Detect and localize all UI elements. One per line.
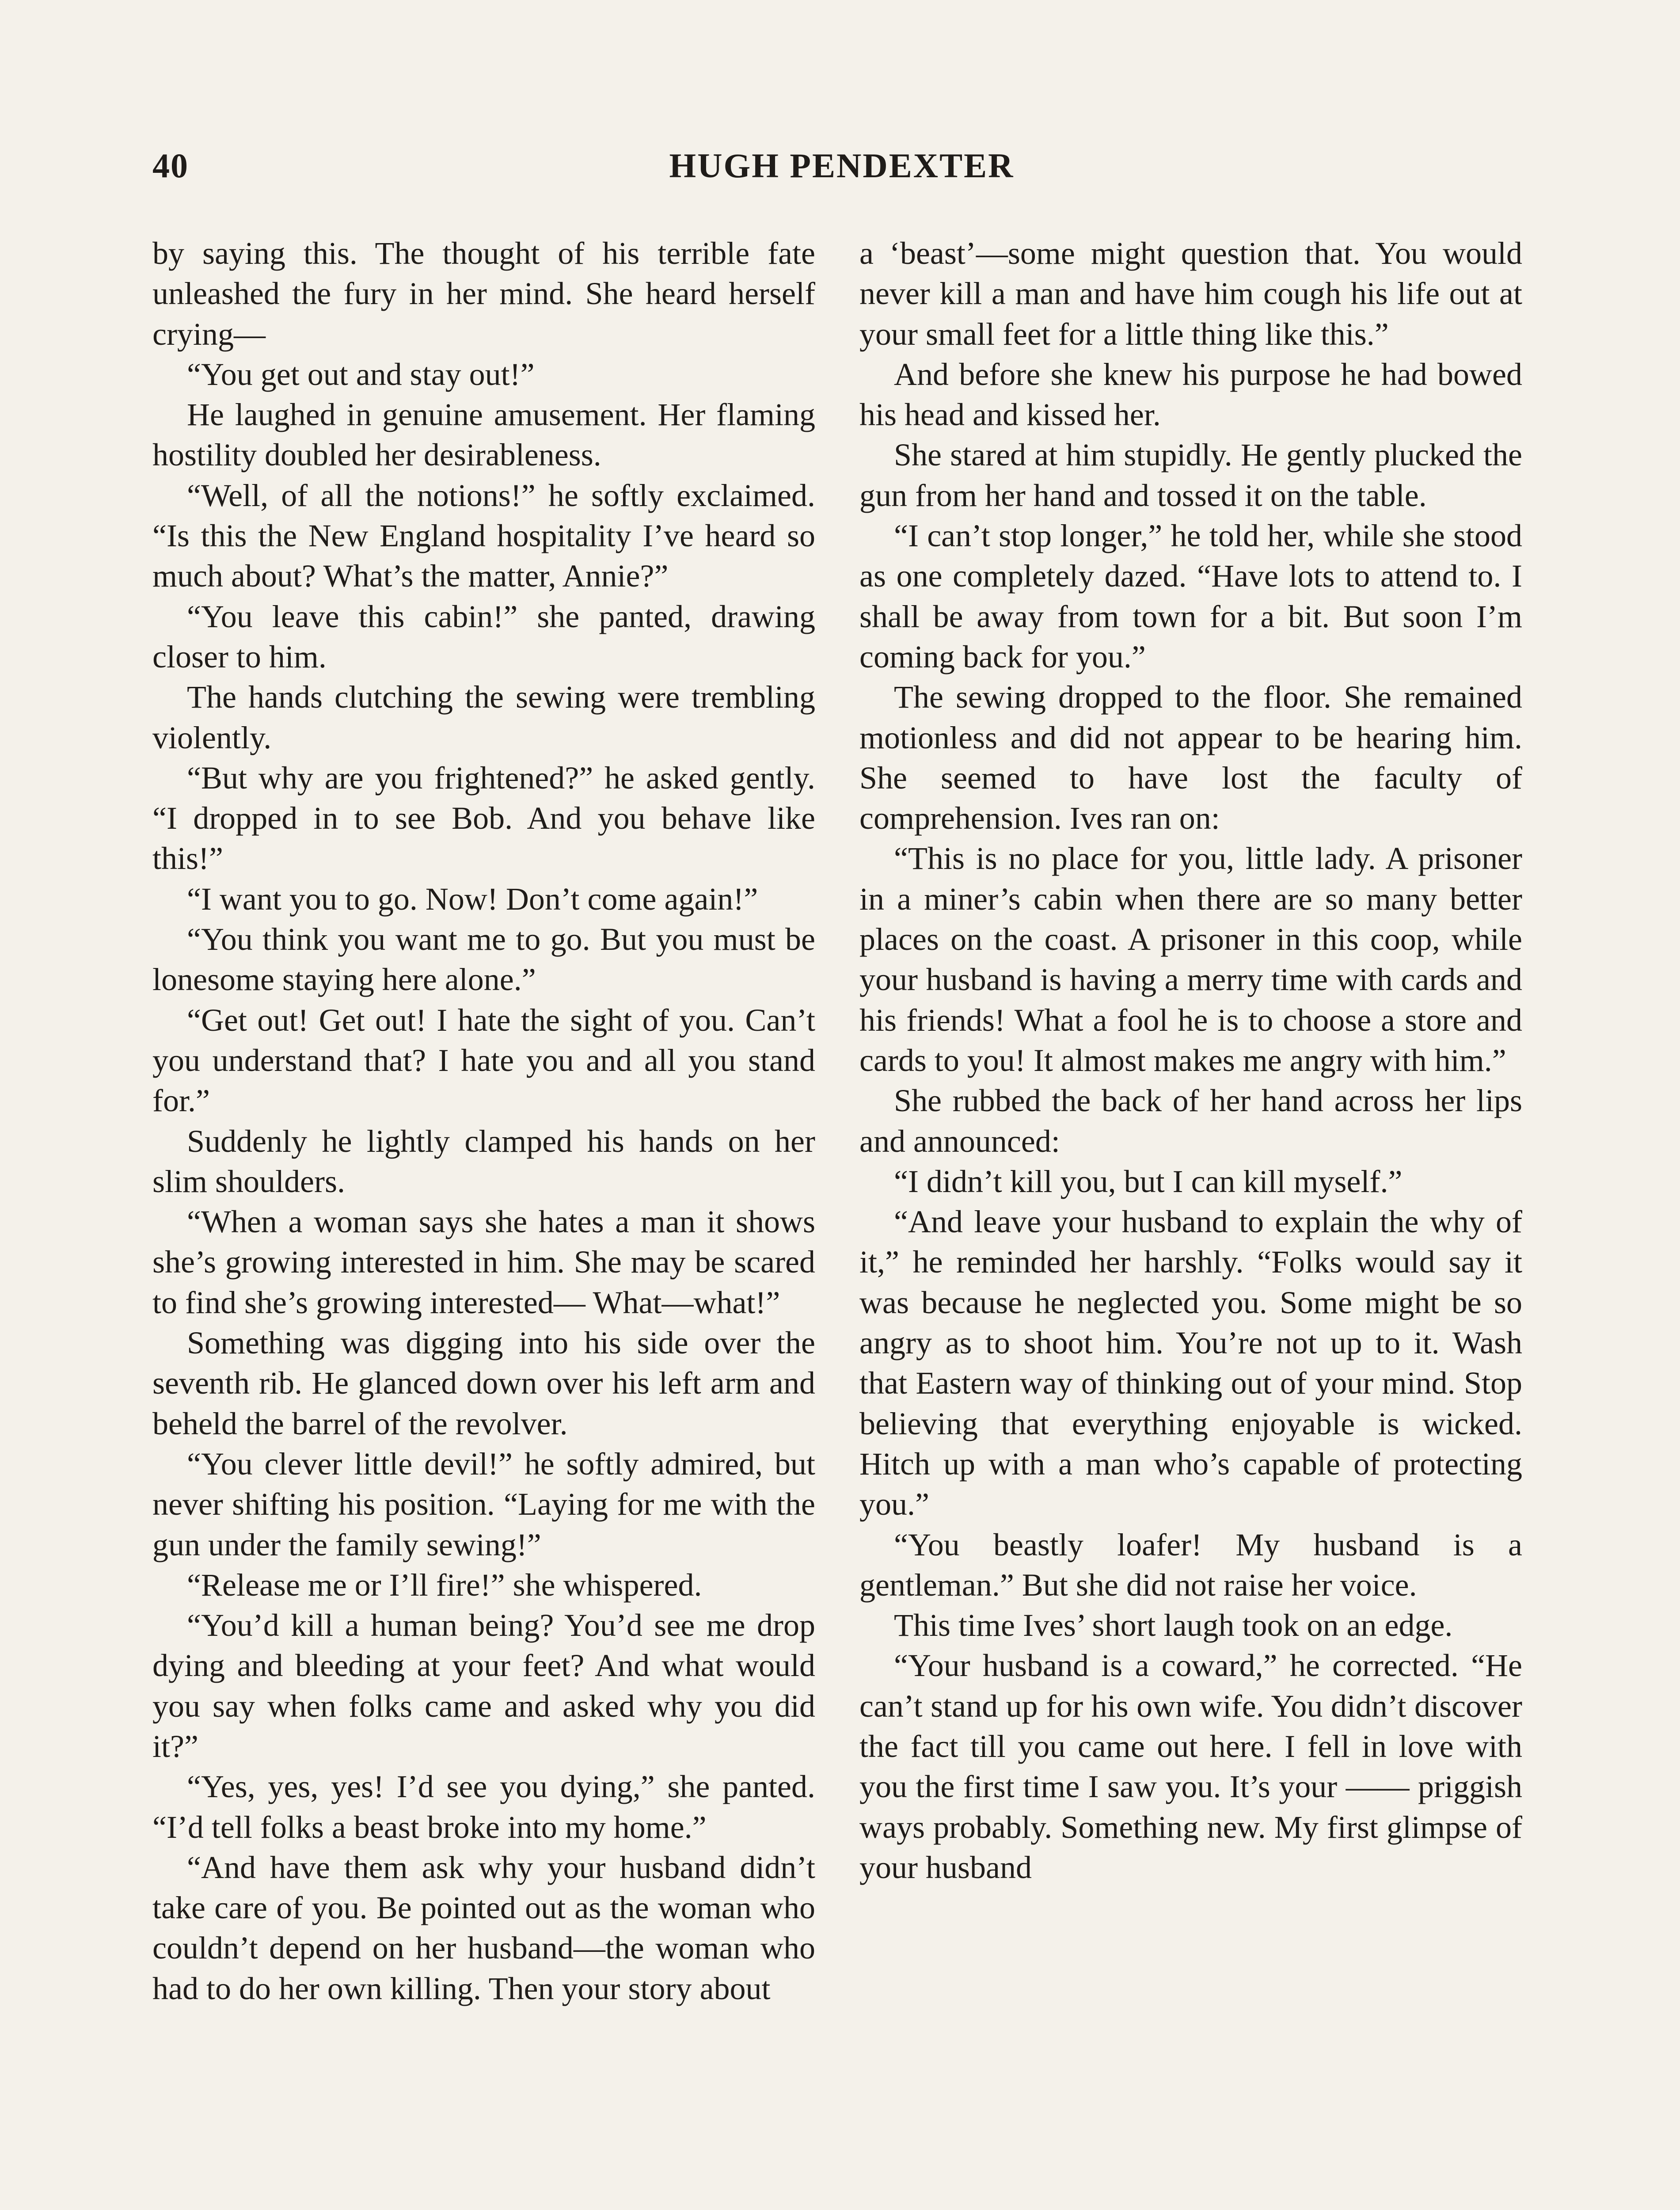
paragraph: This time Ives’ short laugh took on an edge. (894, 1608, 1453, 1643)
left-text-column (152, 233, 815, 2009)
paragraph: She stared at him stupidly. He gently plucked the gun from her hand and tossed it on the table. (859, 437, 1522, 513)
paragraph: He laughed in genuine amusement. Her flaming hostility doubled her desirableness. (152, 397, 815, 473)
paragraph: “But why are you frightened?” he asked gently. “I dropped in to see Bob. And you behave like this!” (152, 760, 815, 876)
running-head: HUGH PENDEXTER (669, 146, 1015, 185)
paragraph: “Release me or I’ll fire!” she whispered. (187, 1567, 702, 1603)
paragraph: “Your husband is a coward,” he corrected. “He can’t stand up for his own wife. You didn’t discover the fact till you came out here. I fell in love with you the first time I saw you. It’s your —— priggish ways probably. Something new. My first glimpse of your husband (859, 1648, 1522, 1885)
paragraph: “Well, of all the notions!” he softly exclaimed. “Is this the New England hospitality I’ve heard so much about? What’s the matter, Annie?” (152, 477, 815, 594)
paragraph: “And leave your husband to explain the why of it,” he reminded her harshly. “Folks would say it was because he neglected you. Some might be so angry as to shoot him. You’re not up to it. Wash that Eastern way of thinking out of your mind. Stop believing that everything enjoyable is wicked. Hitch up with a man who’s capable of protecting you.” (859, 1204, 1522, 1522)
paragraph: “You beastly loafer! My husband is a gentleman.” But she did not raise her voice. (859, 1527, 1522, 1603)
paragraph: The sewing dropped to the floor. She remained motionless and did not appear to be hearing him. She seemed to have lost the faculty of comprehension. Ives ran on: (859, 679, 1522, 836)
paragraph: She rubbed the back of her hand across her lips and announced: (859, 1083, 1522, 1159)
paragraph: “And have them ask why your husband didn’t take care of you. Be pointed out as the woman who couldn’t depend on her husband—the woman who had to do her own killing. Then your story about (152, 1849, 815, 2006)
paragraph: by saying this. The thought of his terrible fate unleashed the fury in her mind. She heard herself crying— (152, 236, 815, 352)
paragraph: “When a woman says she hates a man it shows she’s growing interested in him. She may be scared to find she’s growing interested— What—what!” (152, 1204, 815, 1320)
paragraph: The hands clutching the sewing were trembling violently. (152, 679, 815, 755)
paragraph: “I want you to go. Now! Don’t come again!” (187, 881, 758, 917)
paragraph: “You’d kill a human being? You’d see me drop dying and bleeding at your feet? And what would you say when folks came and asked why you did it?” (152, 1608, 815, 1764)
page-number: 40 (152, 146, 189, 185)
paragraph: “Yes, yes, yes! I’d see you dying,” she panted. “I’d tell folks a beast broke into my home.” (152, 1769, 815, 1845)
paragraph: “Get out! Get out! I hate the sight of you. Can’t you understand that? I hate you and all you stand for.” (152, 1002, 815, 1119)
paragraph: “You think you want me to go. But you must be lonesome staying here alone.” (152, 922, 815, 998)
paragraph: “You get out and stay out!” (187, 356, 535, 392)
paragraph: “You leave this cabin!” she panted, drawing closer to him. (152, 598, 815, 674)
paragraph: And before she knew his purpose he had bowed his head and kissed her. (859, 356, 1522, 433)
paragraph: Something was digging into his side over the seventh rib. He glanced down over his left arm and beheld the barrel of the revolver. (152, 1325, 815, 1441)
page-header (152, 146, 1531, 199)
paragraph: “I didn’t kill you, but I can kill myself.” (894, 1163, 1403, 1199)
paragraph: Suddenly he lightly clamped his hands on her slim shoulders. (152, 1123, 815, 1199)
paragraph: “I can’t stop longer,” he told her, while she stood as one completely dazed. “Have lots to attend to. I shall be away from town for a bit. But soon I’m coming back for you.” (859, 518, 1522, 674)
paragraph: a ‘beast’—some might question that. You would never kill a man and have him cough his life out at your small feet for a little thing like this.” (859, 236, 1522, 352)
paragraph: “You clever little devil!” he softly admired, but never shifting his position. “Laying for me with the gun under the family sewing!” (152, 1446, 815, 1562)
right-text-column (859, 233, 1522, 1888)
paragraph: “This is no place for you, little lady. A prisoner in a miner’s cabin when there are so many better places on the coast. A prisoner in this coop, while your husband is having a merry time with cards and his friends! What a fool he is to choose a store and cards to you! It almost makes me angry with him.” (859, 841, 1522, 1078)
